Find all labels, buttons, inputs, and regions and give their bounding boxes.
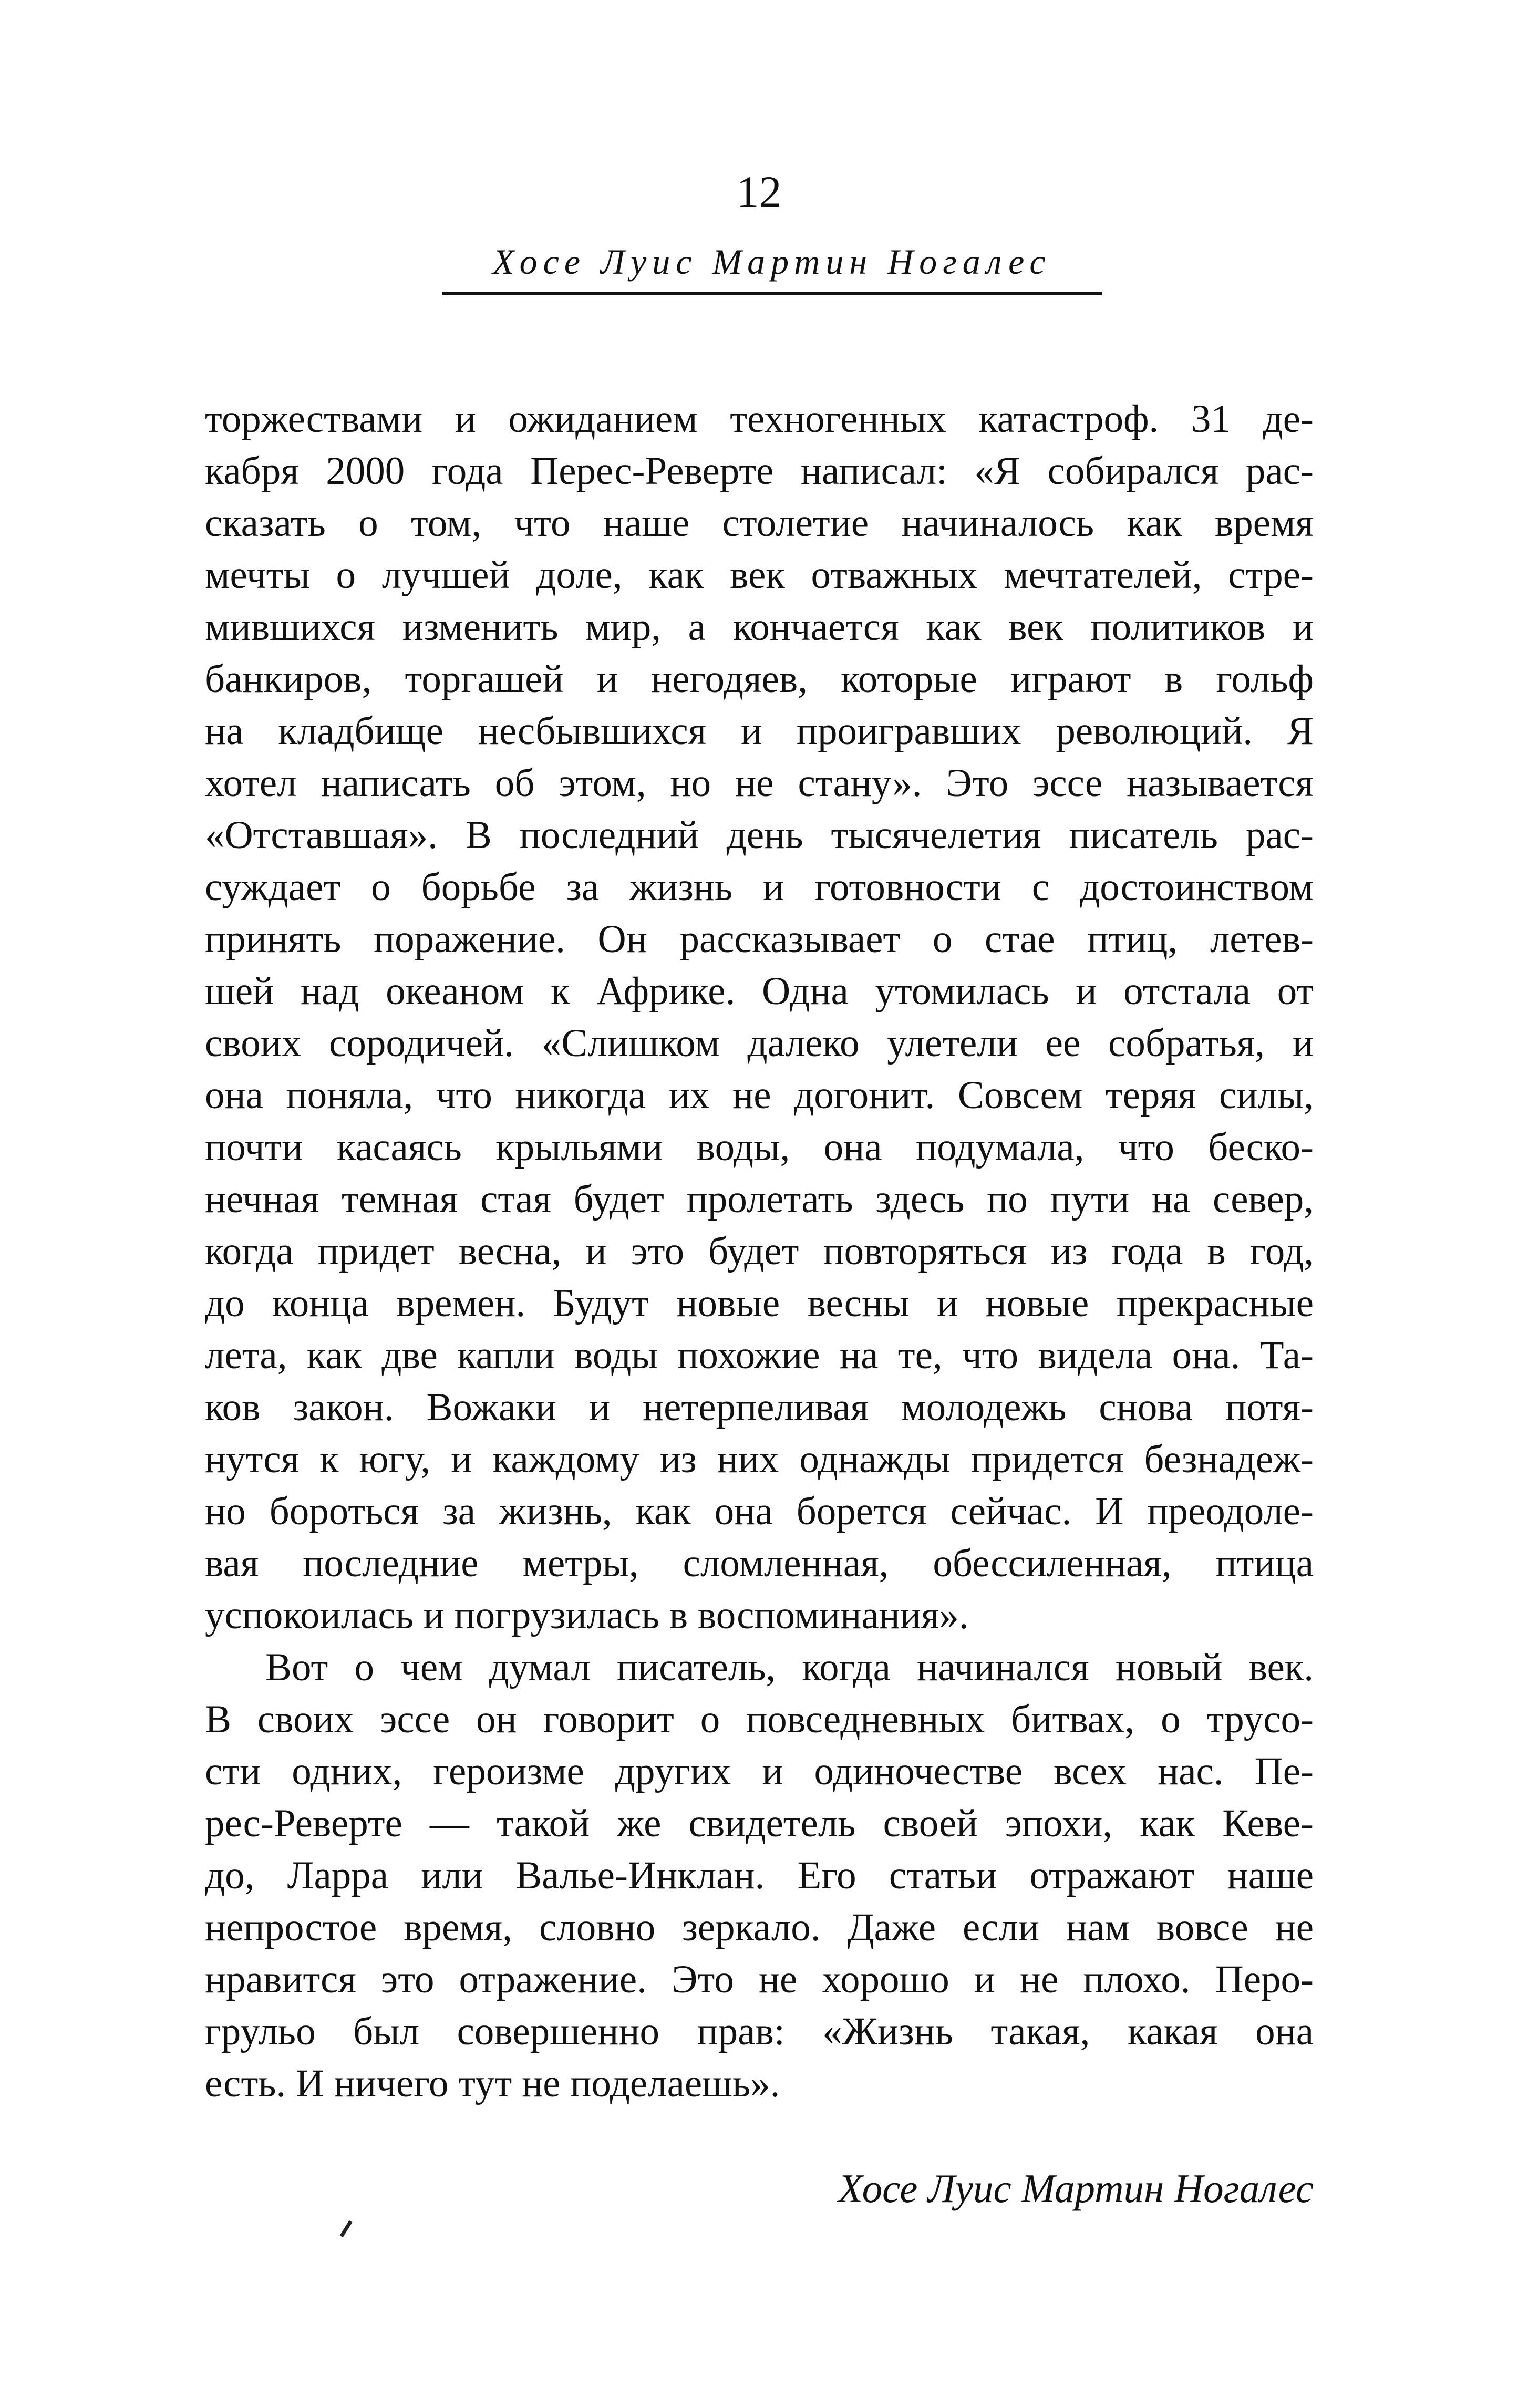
text-line: рес-Реверте — такой же свидетель своей эпохи, как Кеве- [205, 1802, 1314, 1845]
text-line: нутся к югу, и каждому из них однажды придется безнадеж- [205, 1438, 1314, 1481]
text-line: В своих эссе он говорит о повседневных битвах, о трусо- [205, 1698, 1314, 1741]
page-number: 12 [736, 167, 782, 217]
text-line: лета, как две капли воды похожие на те, что видела она. Та- [205, 1334, 1314, 1377]
text-line: банкиров, торгашей и негодяев, которые играют в гольф [205, 657, 1314, 701]
header-rule [442, 292, 1102, 295]
text-line: непростое время, словно зеркало. Даже если нам вовсе не [205, 1906, 1314, 1949]
text-line: почти касаясь крыльями воды, она подумала, что беско- [205, 1125, 1314, 1169]
text-line: «Отставшая». В последний день тысячелетия писатель рас- [205, 813, 1314, 857]
text-line: когда придет весна, и это будет повторяться из года в год, [205, 1229, 1314, 1273]
text-line: мившихся изменить мир, а кончается как век политиков и [205, 605, 1314, 649]
text-line: вая последние метры, сломленная, обессиленная, птица [205, 1542, 1314, 1585]
text-line: грульо был совершенно прав: «Жизнь такая, какая она [205, 2010, 1314, 2053]
text-line: ков закон. Вожаки и нетерпеливая молодежь снова потя- [205, 1386, 1314, 1429]
text-line: своих сородичей. «Слишком далеко улетели ее собратья, и [205, 1021, 1314, 1065]
text-line: есть. И ничего тут не поделаешь». [205, 2062, 780, 2105]
text-line: торжествами и ожиданием техногенных катастроф. 31 де- [205, 397, 1314, 441]
running-header: Хосе Луис Мартин Ногалес [492, 242, 1051, 282]
paragraph-1 [205, 393, 1314, 1641]
text-line: кабря 2000 года Перес-Реверте написал: «Я собирался рас- [205, 449, 1314, 493]
text-line: на кладбище несбывшихся и проигравших революций. Я [205, 709, 1314, 753]
text-line: сказать о том, что наше столетие начиналось как время [205, 501, 1314, 545]
text-line: но бороться за жизнь, как она борется сейчас. И преодоле- [205, 1490, 1314, 1533]
text-line: шей над океаном к Африке. Одна утомилась и отстала от [205, 969, 1314, 1013]
text-line: хотел написать об этом, но не стану». Это эссе называется [205, 761, 1314, 805]
text-line: суждает о борьбе за жизнь и готовности с достоинством [205, 865, 1314, 909]
text-line: Вот о чем думал писатель, когда начинался новый век. [265, 1646, 1314, 1689]
text-line: успокоилась и погрузилась в воспоминания». [205, 1594, 969, 1637]
text-line: до, Ларра или Валье-Инклан. Его статьи отражают наше [205, 1854, 1314, 1897]
text-line: нравится это отражение. Это не хорошо и не плохо. Перо- [205, 1958, 1314, 2001]
text-line: нечная темная стая будет пролетать здесь по пути на север, [205, 1177, 1314, 1221]
text-line: мечты о лучшей доле, как век отважных мечтателей, стре- [205, 553, 1314, 597]
body-text [205, 393, 1314, 2110]
paragraph-2 [205, 1641, 1314, 2110]
author-signature: Хосе Луис Мартин Ногалес [838, 2166, 1314, 2211]
text-line: она поняла, что никогда их не догонит. Совсем теряя силы, [205, 1073, 1314, 1117]
stray-mark [340, 2220, 353, 2238]
text-line: сти одних, героизме других и одиночестве всех нас. Пе- [205, 1750, 1314, 1793]
text-line: до конца времен. Будут новые весны и новые прекрасные [205, 1281, 1314, 1325]
text-line: принять поражение. Он рассказывает о стае птиц, летев- [205, 917, 1314, 961]
